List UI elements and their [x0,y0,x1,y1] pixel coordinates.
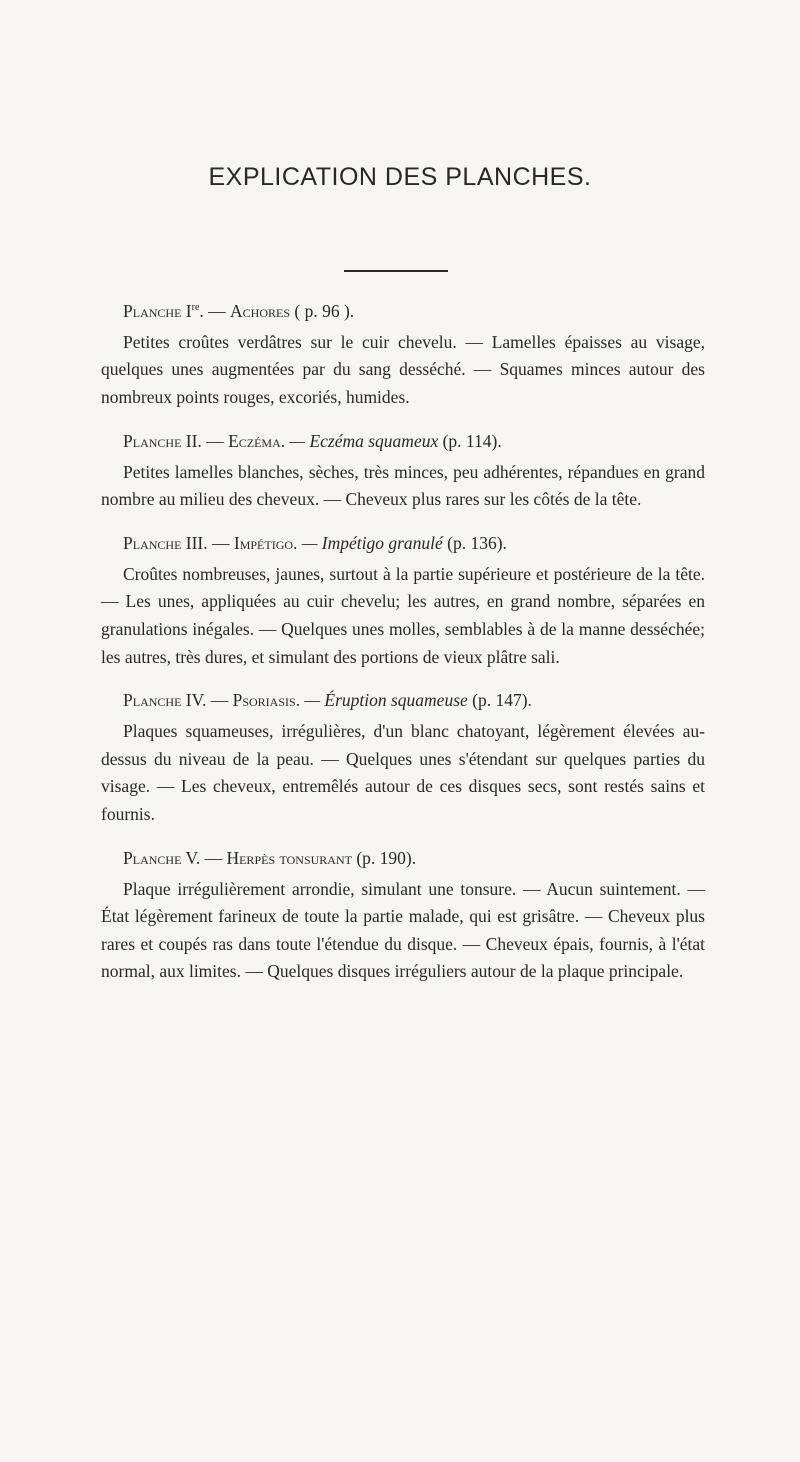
title-divider [344,270,448,272]
plate-section-2 [101,426,705,514]
plate-heading-2 [101,426,705,457]
plate-description-5: Plaque irrégulièrement arrondie, simulant une tonsure. — Aucun suintement. — État légèrement farineux de toute la partie malade, qui est grisâtre. — Cheveux plus rares et coupés ras dans toute l'étendue du disque. — Cheveux épais, fournis, à l'état normal, aux limites. — Quelques disques irréguliers autour de la plaque principale. [101,878,705,982]
plate-label: Planche III. [123,532,208,553]
plate-dash: — [200,847,227,868]
plate-heading-1 [101,292,705,327]
plate-label: Planche I [123,300,192,321]
plate-subtitle: — Eczéma squameux [285,430,439,451]
plate-disease: Achores [230,300,290,321]
plate-page-ref: (p. 147). [467,690,532,711]
plate-section-5 [101,843,705,986]
plate-description-4: Plaques squameuses, irrégulières, d'un blanc chatoyant, légèrement élevées au-dessus du niveau de la peau. — Quelques unes s'étendant sur quelques parties du visage. — Les cheveux, entremêlés autour de ces disques secs, sont restés sains et fournis. [101,721,705,824]
plate-dash: . — [199,300,231,321]
plate-dash: — [206,690,233,711]
plate-description-2: Petites lamelles blanches, sèches, très minces, peu adhérentes, répandues en grand nombre au milieu des cheveux. — Cheveux plus rares sur les côtés de la tête. [101,461,705,510]
plate-description-1: Petites croûtes verdâtres sur le cuir chevelu. — Lamelles épaisses au visage, quelques unes augmentées par du sang desséché. — Squames minces autour des nombreux points rouges, excoriés, humides. [101,331,705,408]
plate-description-3: Croûtes nombreuses, jaunes, surtout à la partie supérieure et postérieure de la tête. — Les unes, appliquées au cuir chevelu; les autres, en grand nombre, séparées en granulations inégales. — Quelques unes molles, semblables à de la manne desséchée; les autres, très dures, et simulant des portions de vieux plâtre sali. [101,563,705,667]
plate-section-1 [101,292,705,412]
plate-subtitle: — Éruption squameuse [300,690,468,711]
plate-heading-5 [101,843,705,874]
plate-page-ref: (p. 114). [438,430,502,451]
plate-page-ref: (p. 190). [351,847,417,868]
page-title: EXPLICATION DES PLANCHES. [208,163,592,191]
plate-heading-3 [101,528,705,559]
plate-page-ref: (p. 136). [442,532,507,553]
plate-dash: — [201,430,229,451]
plate-subtitle: — Impétigo granulé [297,532,443,553]
plate-dash: — [207,532,234,553]
plate-heading-4 [101,685,705,716]
plate-section-3 [101,528,705,671]
plate-label: Planche II. [123,430,202,451]
plate-disease: Eczéma. [228,430,286,451]
plate-section-4 [101,685,705,828]
plate-disease: Impétigo. [233,532,298,553]
plate-ordinal: re [191,302,200,313]
plates-list [101,292,705,1000]
plate-disease: Herpès tonsurant [226,847,352,868]
plate-page-ref: ( p. 96 ). [290,300,355,321]
plate-label: Planche IV. [123,690,207,711]
plate-label: Planche V. [123,847,201,868]
plate-disease: Psoriasis. [232,690,301,711]
